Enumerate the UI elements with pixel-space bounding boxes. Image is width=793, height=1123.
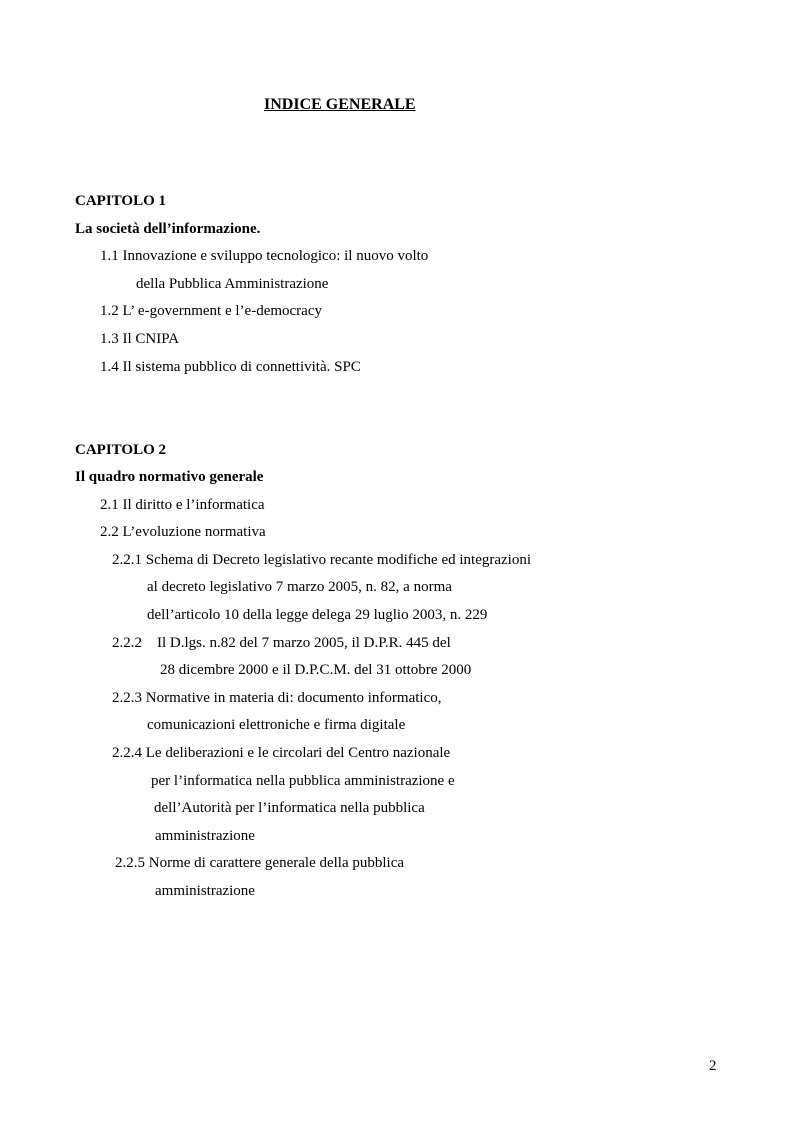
toc-entry: 28 dicembre 2000 e il D.P.C.M. del 31 ottobre 2000: [160, 662, 472, 678]
toc-entry: comunicazioni elettroniche e firma digitale: [147, 717, 406, 733]
toc-entry: amministrazione: [155, 828, 255, 844]
toc-entry: 2.1 Il diritto e l’informatica: [100, 497, 265, 513]
toc-entry: della Pubblica Amministrazione: [136, 276, 329, 292]
toc-entry: per l’informatica nella pubblica amministrazione e: [151, 773, 455, 789]
toc-entry: 2.2.5 Norme di carattere generale della pubblica: [115, 855, 405, 871]
chapter-1-subtitle: La società dell’informazione.: [75, 221, 261, 237]
chapter-2-heading: CAPITOLO 2: [75, 442, 166, 458]
toc-entry: 2.2 L’evoluzione normativa: [100, 524, 266, 540]
toc-entry: 1.2 L’ e-government e l’e-democracy: [100, 303, 322, 319]
toc-entry: 1.3 Il CNIPA: [100, 331, 180, 347]
page-number: 2: [709, 1058, 717, 1074]
page-title: INDICE GENERALE: [264, 96, 416, 113]
toc-entry: 2.2.4 Le deliberazioni e le circolari del Centro nazionale: [112, 745, 451, 761]
toc-entry: amministrazione: [155, 883, 255, 899]
toc-entry: dell’Autorità per l’informatica nella pubblica: [154, 800, 425, 816]
chapter-2-subtitle: Il quadro normativo generale: [75, 469, 264, 485]
toc-entry: 2.2.2 Il D.lgs. n.82 del 7 marzo 2005, il D.P.R. 445 del: [112, 635, 451, 651]
chapter-1-heading: CAPITOLO 1: [75, 193, 166, 209]
toc-entry: al decreto legislativo 7 marzo 2005, n. 82, a norma: [147, 579, 452, 595]
toc-entry: 2.2.3 Normative in materia di: documento informatico,: [112, 690, 442, 706]
toc-entry: dell’articolo 10 della legge delega 29 luglio 2003, n. 229: [147, 607, 488, 623]
toc-entry: 1.1 Innovazione e sviluppo tecnologico: il nuovo volto: [100, 248, 429, 264]
toc-entry: 2.2.1 Schema di Decreto legislativo recante modifiche ed integrazioni: [112, 552, 532, 568]
toc-entry: 1.4 Il sistema pubblico di connettività. SPC: [100, 359, 361, 375]
